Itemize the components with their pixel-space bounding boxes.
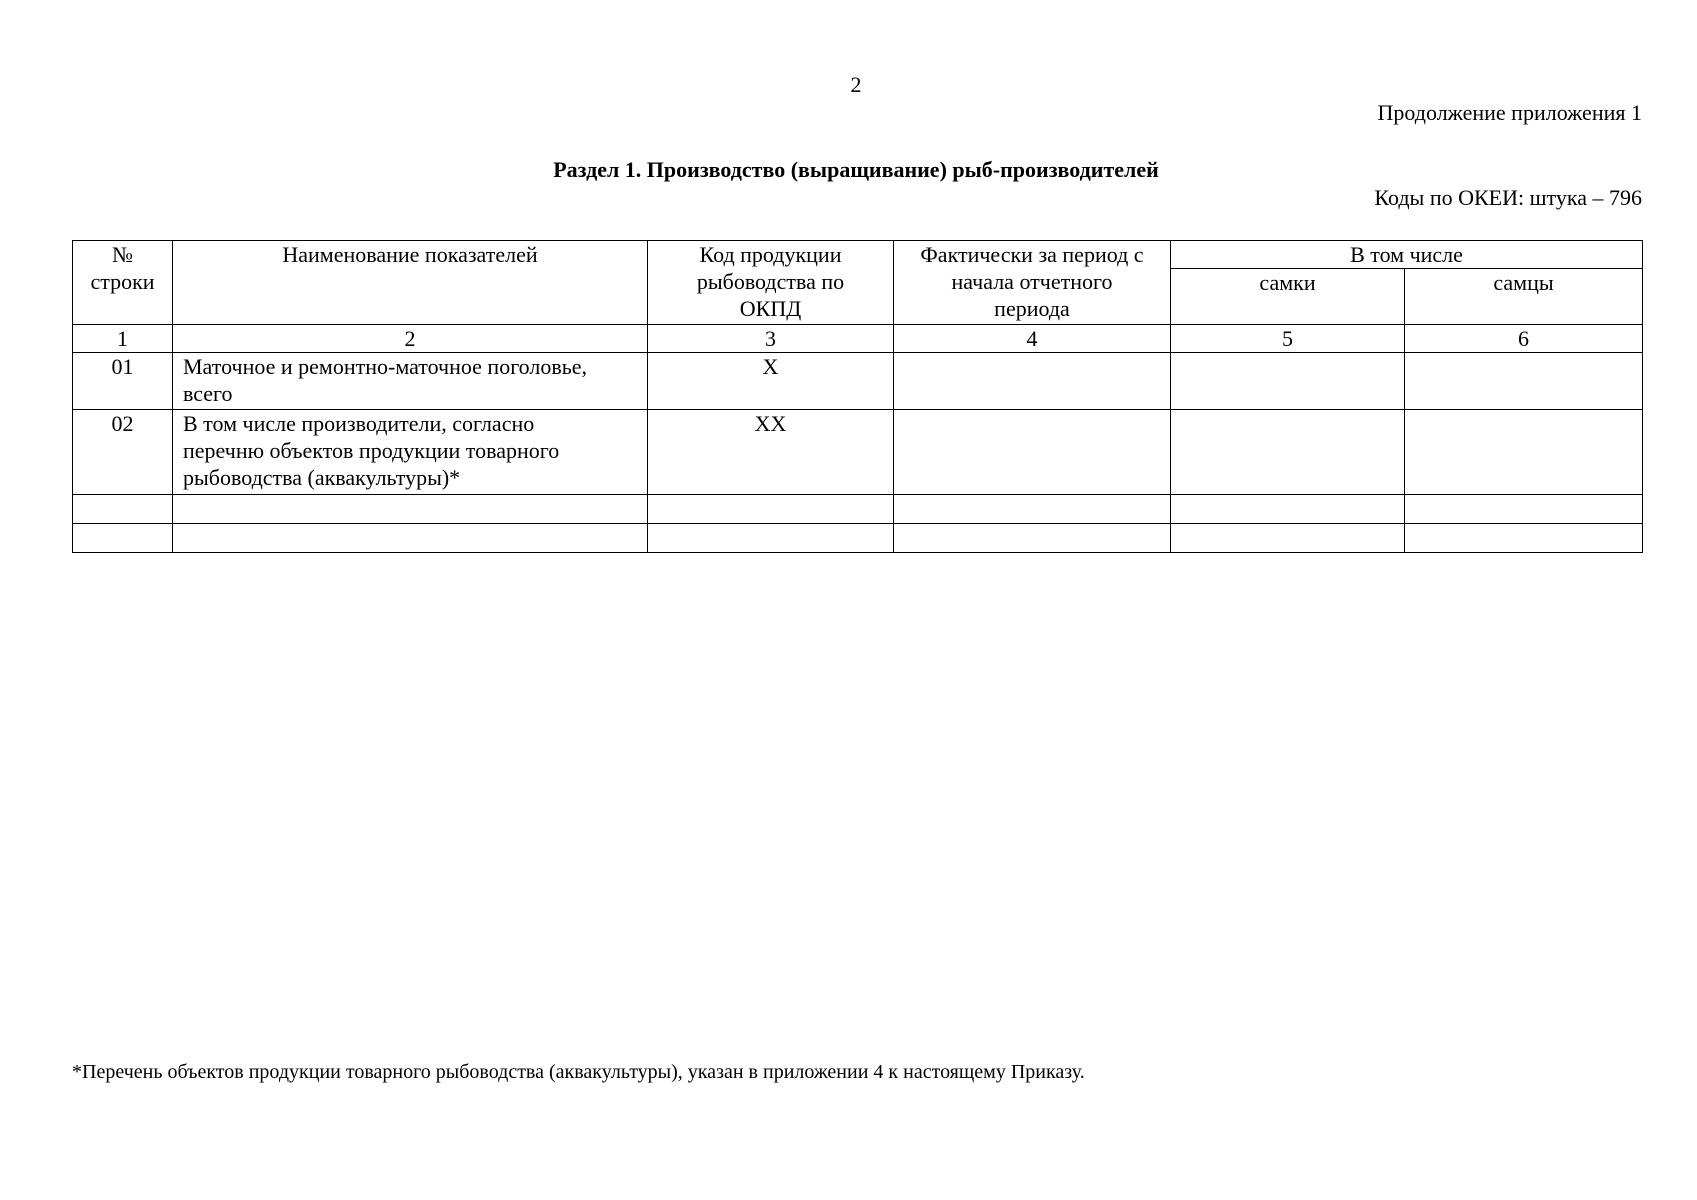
section-title: Раздел 1. Производство (выращивание) рыб-производителей	[553, 157, 1159, 182]
females-cell[interactable]	[1171, 353, 1405, 410]
indicator-text-line: перечню объектов продукции товарного	[183, 438, 560, 463]
product-code-cell[interactable]	[648, 495, 894, 524]
males-cell[interactable]	[1405, 524, 1643, 553]
indicator-name-cell	[173, 353, 648, 410]
actual-period-cell[interactable]	[894, 495, 1171, 524]
actual-period-cell[interactable]	[894, 410, 1171, 495]
header-text-line: периода	[994, 296, 1070, 321]
header-product-code	[648, 241, 894, 325]
footnote: *Перечень объектов продукции товарного рыбоводства (аквакультуры), указан в приложении 4 к настоящему Приказу.	[72, 1061, 1085, 1083]
product-code-cell: ХХ	[648, 410, 894, 495]
column-number: 3	[648, 325, 894, 353]
indicator-text-line: всего	[183, 381, 233, 406]
row-number-cell: 01	[73, 353, 173, 410]
females-cell[interactable]	[1171, 524, 1405, 553]
table-row-empty	[73, 495, 1643, 524]
table-row	[73, 410, 1643, 495]
males-cell[interactable]	[1405, 353, 1643, 410]
row-number-cell: 02	[73, 410, 173, 495]
indicator-text-line: Маточное и ремонтно-маточное поголовье,	[183, 354, 588, 379]
header-text-line: №	[112, 242, 133, 267]
females-cell[interactable]	[1171, 410, 1405, 495]
column-number: 2	[173, 325, 648, 353]
females-cell[interactable]	[1171, 495, 1405, 524]
indicator-text-line: В том числе производители, согласно	[183, 411, 535, 436]
indicator-name-cell[interactable]	[173, 495, 648, 524]
column-number: 5	[1171, 325, 1405, 353]
table-header-row	[73, 241, 1643, 269]
product-code-cell: Х	[648, 353, 894, 410]
males-cell[interactable]	[1405, 495, 1643, 524]
table-row	[73, 353, 1643, 410]
report-table	[72, 240, 1643, 553]
males-cell[interactable]	[1405, 410, 1643, 495]
header-text-line: Код продукции	[699, 242, 842, 267]
indicator-text-line: рыбоводства (аквакультуры)*	[183, 465, 461, 490]
column-number: 1	[73, 325, 173, 353]
header-text-line: Фактически за период с	[920, 242, 1144, 267]
header-males: самцы	[1405, 269, 1643, 325]
actual-period-cell[interactable]	[894, 353, 1171, 410]
header-text-line: рыбоводства по	[696, 269, 845, 294]
header-including: В том числе	[1171, 241, 1643, 269]
product-code-cell[interactable]	[648, 524, 894, 553]
column-number: 4	[894, 325, 1171, 353]
column-number-row	[73, 325, 1643, 353]
actual-period-cell[interactable]	[894, 524, 1171, 553]
okei-codes: Коды по ОКЕИ: штука – 796	[1374, 185, 1642, 210]
appendix-continuation-note: Продолжение приложения 1	[1377, 100, 1642, 125]
page-number: 2	[850, 72, 862, 97]
header-text-line: начала отчетного	[951, 269, 1113, 294]
header-text-line: строки	[90, 269, 155, 294]
header-indicator-name: Наименование показателей	[173, 241, 648, 325]
row-number-cell[interactable]	[73, 524, 173, 553]
indicator-name-cell[interactable]	[173, 524, 648, 553]
column-number: 6	[1405, 325, 1643, 353]
header-females: самки	[1171, 269, 1405, 325]
row-number-cell[interactable]	[73, 495, 173, 524]
indicator-name-cell	[173, 410, 648, 495]
header-text-line: ОКПД	[739, 296, 802, 321]
table-row-empty	[73, 524, 1643, 553]
header-actual-period	[894, 241, 1171, 325]
header-row-number	[73, 241, 173, 325]
